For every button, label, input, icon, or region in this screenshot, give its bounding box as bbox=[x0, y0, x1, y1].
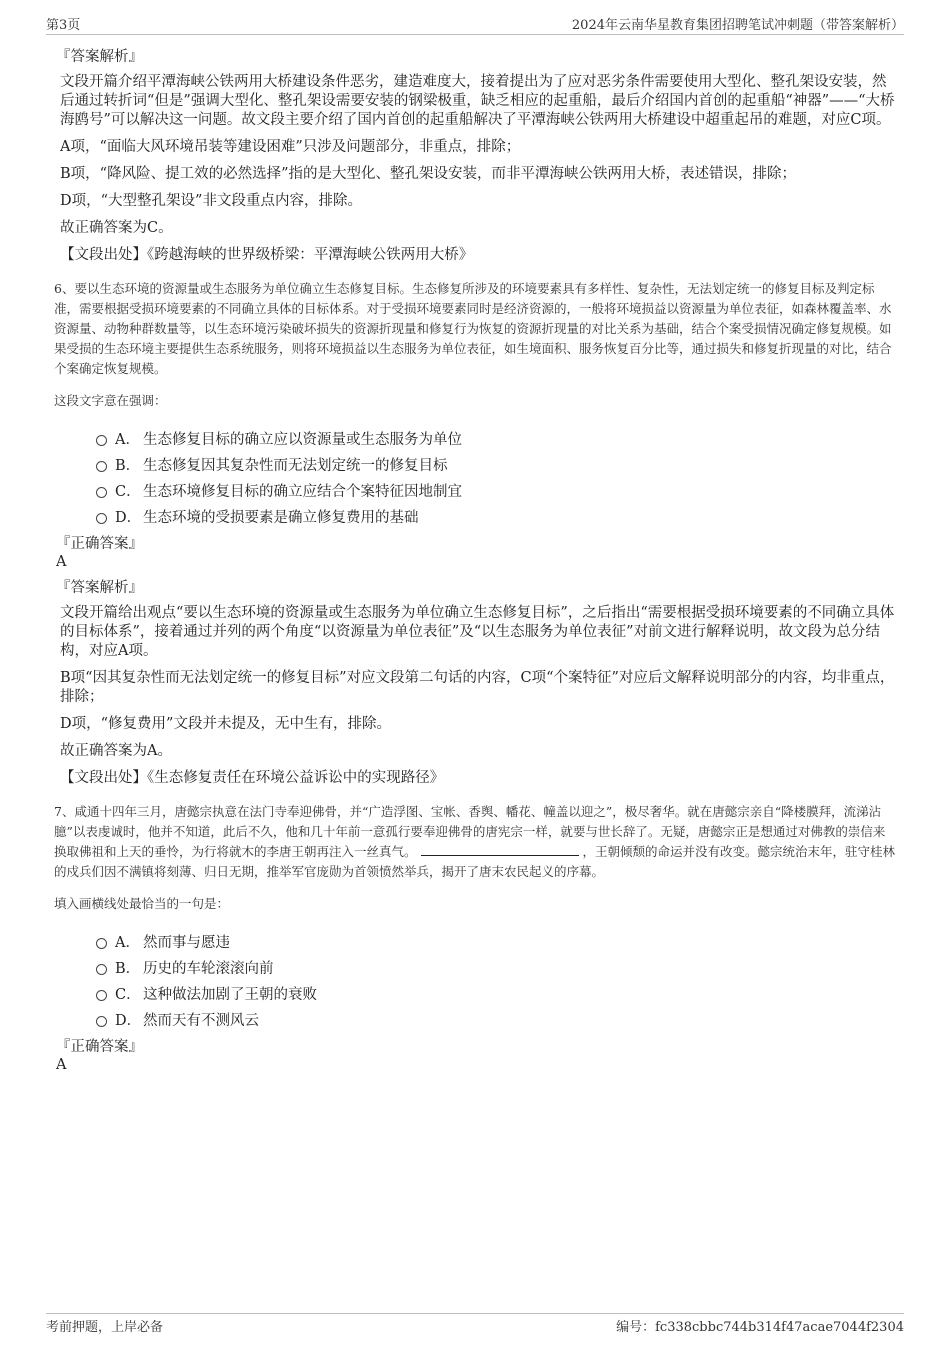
correct-answer: A bbox=[56, 554, 67, 570]
option-letter: A． bbox=[115, 431, 140, 448]
radio-icon[interactable] bbox=[96, 990, 107, 1001]
source-citation: 【文段出处】《生态修复责任在环境公益诉讼中的实现路径》 bbox=[60, 770, 445, 786]
document-title: 2024年云南华星教育集团招聘笔试冲刺题（带答案解析） bbox=[571, 18, 904, 33]
option-d[interactable] bbox=[96, 503, 896, 529]
option-letter: C． bbox=[115, 483, 141, 500]
question-7-text-before: 7、咸通十四年三月，唐懿宗执意在法门寺奉迎佛骨，并“广造浮图、宝帐、香舆、幡花、幢盖以迎之”，极尽奢华。就在唐懿宗亲自“降楼膜拜，流涕沾臆”以表虔诚时，他并不知道，此后不久，他和几十年前一意孤行要奉迎佛骨的唐宪宗一样，就要与世长辞了。无疑，唐懿宗正是想通过对佛教的崇信来换取佛祖和上天的垂怜，为行将就木的李唐王朝再注入一丝真气。 bbox=[54, 804, 886, 859]
analysis-note-a: A项，“面临大风环境吊装等建设困难”只涉及问题部分，非重点，排除； bbox=[60, 139, 521, 155]
page-footer bbox=[46, 1313, 904, 1338]
analysis-text: 文段开篇给出观点“要以生态环境的资源量或生态服务为单位确立生态修复目标”，之后指出“需要根据受损环境要素的不同确立具体的目标体系”，接着通过并列的两个角度“以资源量为单位表征”及“以生态服务为单位表征”对前文进行解释说明，故文段为总分结构，对应A项。 bbox=[60, 605, 895, 659]
option-c[interactable] bbox=[96, 980, 896, 1006]
code-value: fc338cbbc744b314f47acae7044f2304 bbox=[655, 1320, 904, 1335]
analysis-note-b: B项，“降风险、提工效的必然选择”指的是大型化、整孔架设安装，而非平潭海峡公铁两用大桥，表述错误，排除； bbox=[60, 166, 796, 182]
option-text: 生态修复目标的确立应以资源量或生态服务为单位 bbox=[143, 431, 462, 448]
analysis-heading: 『答案解析』 bbox=[56, 580, 143, 596]
option-a[interactable] bbox=[96, 425, 896, 451]
option-text: 然而天有不测风云 bbox=[143, 1012, 259, 1029]
correct-answer: A bbox=[56, 1057, 67, 1073]
option-text: 历史的车轮滚滚向前 bbox=[143, 960, 274, 977]
option-text: 然而事与愿违 bbox=[143, 934, 230, 951]
correct-answer-heading: 『正确答案』 bbox=[56, 1039, 143, 1055]
radio-icon[interactable] bbox=[96, 1016, 107, 1027]
analysis-conclusion: 故正确答案为A。 bbox=[60, 743, 172, 759]
option-letter: B． bbox=[115, 457, 141, 474]
analysis-note-d: D项，“大型整孔架设”非文段重点内容，排除。 bbox=[60, 193, 362, 209]
document-body bbox=[56, 40, 896, 1074]
option-text: 这种做法加剧了王朝的衰败 bbox=[143, 986, 317, 1003]
document-code bbox=[616, 1316, 904, 1335]
question-6-options bbox=[96, 425, 896, 529]
page-number: 第3页 bbox=[46, 18, 81, 33]
option-text: 生态修复因其复杂性而无法划定统一的修复目标 bbox=[143, 457, 448, 474]
option-letter: A． bbox=[115, 934, 140, 951]
option-a[interactable] bbox=[96, 928, 896, 954]
option-c[interactable] bbox=[96, 477, 896, 503]
question-7-prompt: 填入画横线处最恰当的一句是： bbox=[54, 896, 230, 911]
option-letter: B． bbox=[115, 960, 141, 977]
option-text: 生态环境的受损要素是确立修复费用的基础 bbox=[143, 509, 419, 526]
source-citation: 【文段出处】《跨越海峡的世界级桥梁：平潭海峡公铁两用大桥》 bbox=[60, 247, 474, 263]
option-letter: D． bbox=[115, 1012, 142, 1029]
page-header bbox=[46, 14, 904, 35]
analysis-heading: 『答案解析』 bbox=[56, 49, 143, 65]
radio-icon[interactable] bbox=[96, 435, 107, 446]
question-7-text bbox=[54, 802, 896, 882]
question-7-text-after: ，王朝倾颓的命运并没有改变。懿宗统治末年，驻守桂林的戍兵们因不满镇将刻薄、归日无期，推举军官庞勋为首领愤然举兵，揭开了唐末农民起义的序幕。 bbox=[54, 844, 896, 879]
option-letter: C． bbox=[115, 986, 141, 1003]
option-b[interactable] bbox=[96, 954, 896, 980]
question-6-prompt: 这段文字意在强调： bbox=[54, 393, 167, 408]
correct-answer-heading: 『正确答案』 bbox=[56, 536, 143, 552]
option-b[interactable] bbox=[96, 451, 896, 477]
code-label: 编号： bbox=[616, 1320, 656, 1335]
fill-in-blank bbox=[421, 843, 579, 856]
radio-icon[interactable] bbox=[96, 938, 107, 949]
footer-slogan: 考前押题，上岸必备 bbox=[46, 1320, 164, 1335]
analysis-note-bc: B项“因其复杂性而无法划定统一的修复目标”对应文段第二句话的内容，C项“个案特征”对应后文解释说明部分的内容，均非重点，排除； bbox=[60, 670, 895, 705]
analysis-note-d: D项，“修复费用”文段并未提及，无中生有，排除。 bbox=[60, 716, 391, 732]
analysis-text: 文段开篇介绍平潭海峡公铁两用大桥建设条件恶劣，建造难度大，接着提出为了应对恶劣条件需要使用大型化、整孔架设安装，然后通过转折词“但是”强调大型化、整孔架设需要安装的钢梁极重，缺乏相应的起重船，最后介绍国内首创的起重船“神器”——“大桥海鸥号”可以解决这一问题。故文段主要介绍了国内首创的起重船解决了平潭海峡公铁两用大桥建设中超重起吊的难题，对应C项。 bbox=[60, 74, 895, 128]
question-7-options bbox=[96, 928, 896, 1032]
question-6-text: 6、要以生态环境的资源量或生态服务为单位确立生态修复目标。生态修复所涉及的环境要素具有多样性、复杂性，无法划定统一的修复目标及判定标准，需要根据受损环境要素的不同确立具体的目标体系。对于受损环境要素同时是经济资源的，一般将环境损益以资源量为单位表征，如森林覆盖率、水资源量、动物种群数量等，以生态环境污染破坏损失的资源折现量和修复行为恢复的资源折现量的对比关系为基础，结合个案受损情况确定修复规模。如果受损的生态环境主要提供生态系统服务，则将环境损益以生态服务为单位表征，如生境面积、服务恢复百分比等，通过损失和修复折现量的对比，结合个案确定恢复规模。 bbox=[54, 281, 892, 376]
radio-icon[interactable] bbox=[96, 487, 107, 498]
option-text: 生态环境修复目标的确立应结合个案特征因地制宜 bbox=[143, 483, 462, 500]
radio-icon[interactable] bbox=[96, 461, 107, 472]
analysis-conclusion: 故正确答案为C。 bbox=[60, 220, 173, 236]
option-letter: D． bbox=[115, 509, 142, 526]
radio-icon[interactable] bbox=[96, 513, 107, 524]
option-d[interactable] bbox=[96, 1006, 896, 1032]
radio-icon[interactable] bbox=[96, 964, 107, 975]
